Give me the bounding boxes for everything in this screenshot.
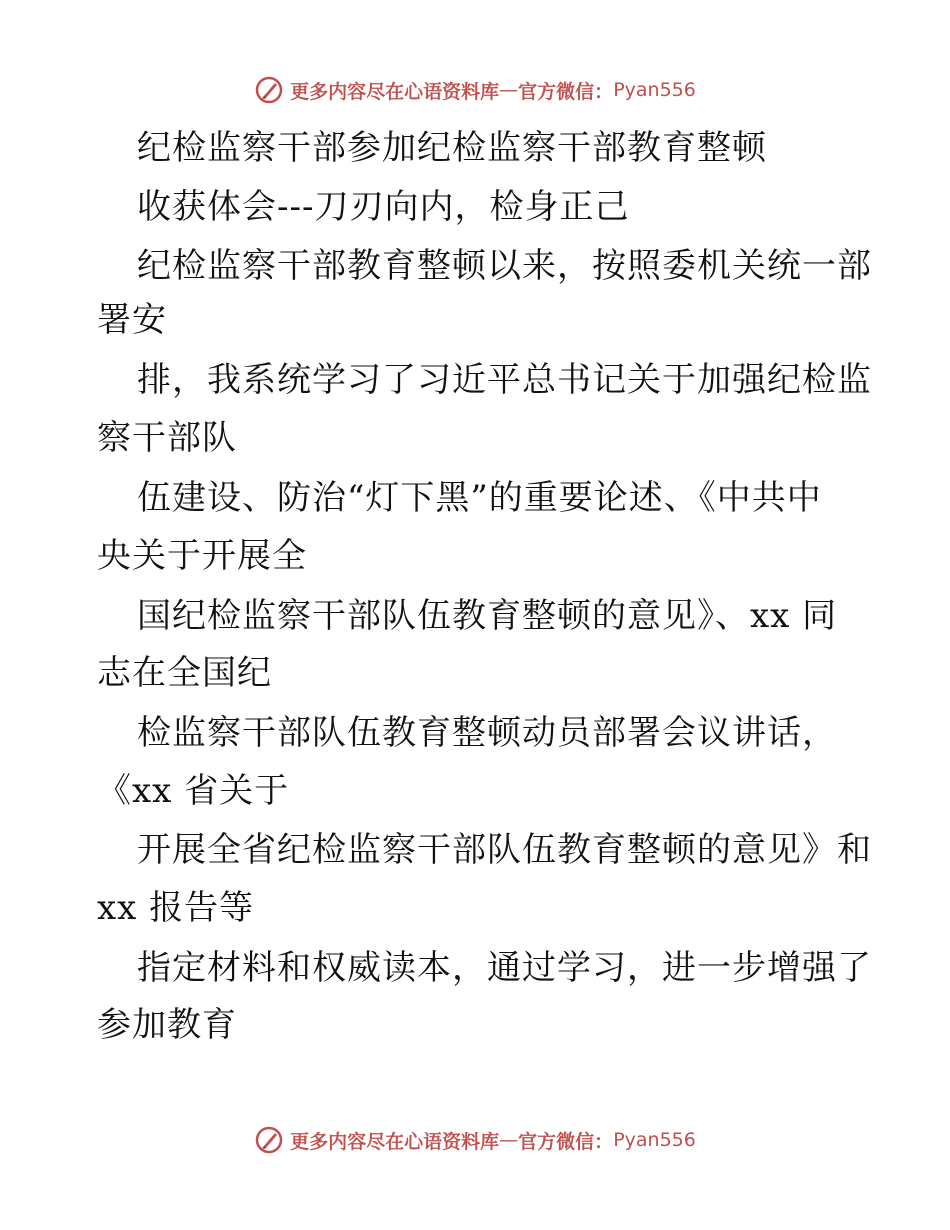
doc-line: 收获体会---刀刃向内，检身正己 — [137, 187, 630, 227]
pen-logo-icon — [254, 1125, 284, 1155]
doc-line: 检监察干部队伍教育整顿动员部署会议讲话， — [137, 713, 837, 753]
doc-line: xx 报告等 — [97, 888, 255, 928]
doc-line: 开展全省纪检监察干部队伍教育整顿的意见》和 — [137, 830, 872, 870]
footer-watermark — [0, 1120, 950, 1160]
doc-line: 指定材料和权威读本，通过学习，进一步增强了 — [137, 948, 872, 988]
doc-line: 伍建设、防治“灯下黑”的重要论述、《中共中 — [137, 478, 822, 518]
watermark-wechat-label: 官方微信： — [518, 80, 614, 103]
doc-line: 排，我系统学习了习近平总书记关于加强纪检监 — [137, 360, 872, 400]
doc-line: 参加教育 — [97, 1005, 237, 1045]
doc-line: 志在全国纪 — [97, 653, 272, 693]
watermark-main-text: 更多内容尽在心语资料库 — [290, 1130, 500, 1153]
watermark-dash: — — [499, 79, 519, 101]
doc-line: 纪检监察干部教育整顿以来，按照委机关统一部 — [137, 246, 872, 286]
doc-line: 《xx 省关于 — [97, 771, 290, 811]
watermark-main-text: 更多内容尽在心语资料库 — [290, 80, 500, 103]
doc-line: 察干部队 — [97, 418, 237, 458]
watermark-wechat-id: Pyan556 — [613, 79, 696, 101]
doc-line: 署安 — [97, 300, 167, 340]
watermark-dash: — — [499, 1129, 519, 1151]
doc-line: 央关于开展全 — [97, 536, 307, 576]
doc-line: 纪检监察干部参加纪检监察干部教育整顿 — [137, 128, 767, 168]
pen-logo-icon — [254, 75, 284, 105]
header-watermark — [0, 70, 950, 110]
watermark-wechat-id: Pyan556 — [613, 1129, 696, 1151]
watermark-wechat-label: 官方微信： — [518, 1130, 614, 1153]
doc-line: 国纪检监察干部队伍教育整顿的意见》、xx 同 — [137, 596, 838, 636]
